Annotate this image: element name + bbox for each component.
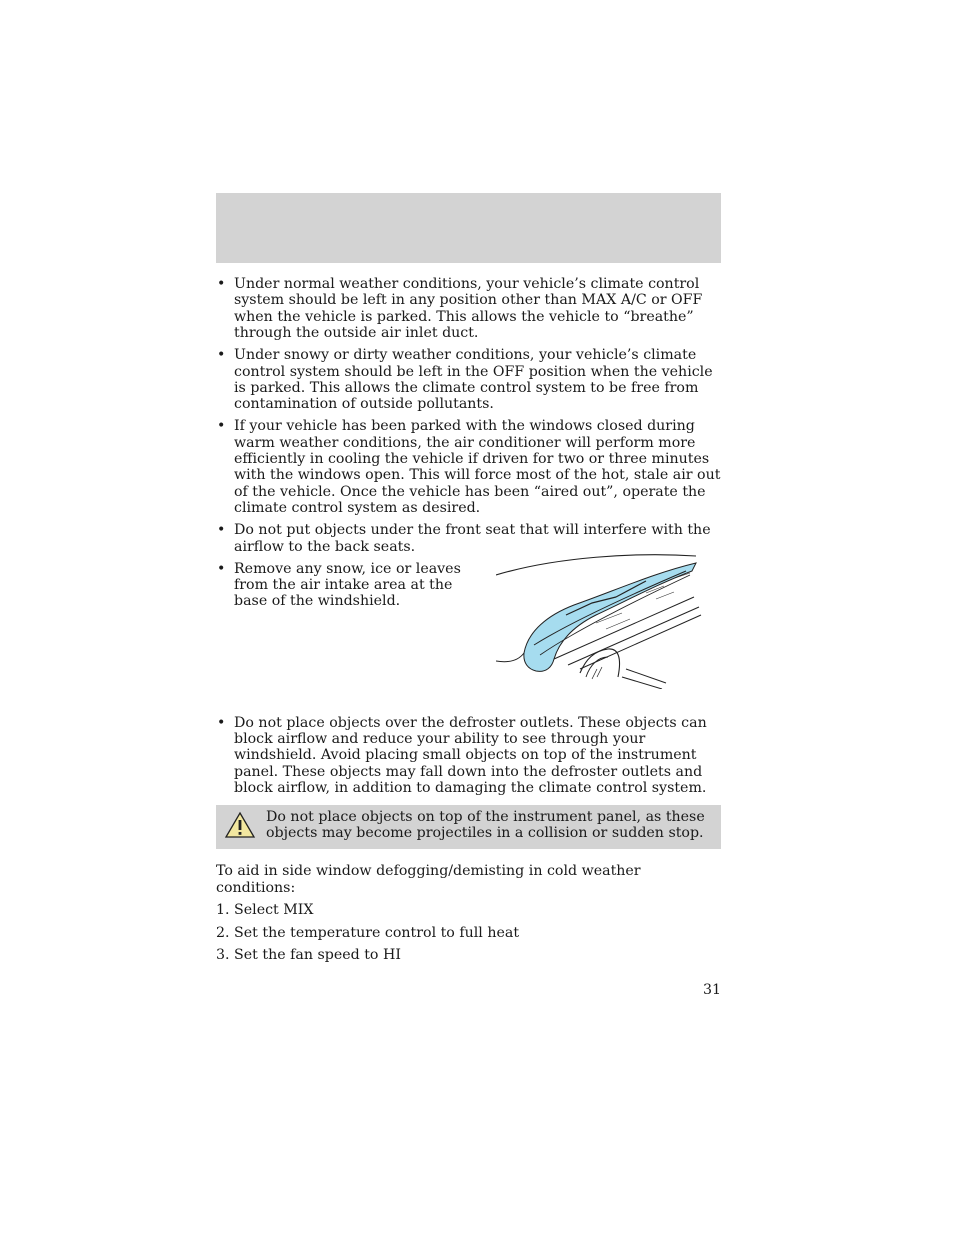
bullet-text: If your vehicle has been parked with the windows closed during warm weather conditions, the air conditioner will perform more efficiently in cooling the vehicle if driven for two or three minutes with the windows open. This will force most of the hot, stale air out of the vehicle. Once the vehicle has been “aired out”, operate the climate control system as desired. bbox=[234, 418, 721, 517]
a-pillar bbox=[586, 657, 608, 677]
bullet-glyph: • bbox=[217, 276, 226, 292]
bullet-text: Do not put objects under the front seat that will interfere with the airflow to the back seats. bbox=[234, 522, 711, 555]
step-item: 1. Select MIX bbox=[216, 902, 314, 919]
bullet-item bbox=[216, 522, 721, 555]
fender-line bbox=[496, 653, 524, 662]
bullet-glyph: • bbox=[217, 347, 226, 364]
bullet-glyph: • bbox=[217, 418, 226, 435]
page-content bbox=[216, 276, 721, 969]
bullet-item bbox=[216, 561, 469, 610]
warning-triangle-icon bbox=[224, 811, 256, 839]
bullet-item bbox=[216, 276, 721, 342]
warning-text: Do not place objects on top of the instrument panel, as these objects may become projectiles in a collision or sudden stop. bbox=[266, 808, 705, 841]
bullet-text: Under snowy or dirty weather conditions, your vehicle’s climate control system should be left in the OFF position when the vehicle is parked. This allows the climate control system to be free from contamination of outside pollutants. bbox=[234, 347, 713, 413]
dash-edge bbox=[622, 669, 666, 689]
step-item: 2. Set the temperature control to full heat bbox=[216, 924, 520, 941]
bullet-item bbox=[216, 347, 721, 413]
a-pillar bbox=[580, 648, 620, 676]
bullet-item bbox=[216, 418, 721, 516]
intro-paragraph: To aid in side window defogging/demisting in cold weather conditions: bbox=[216, 863, 641, 896]
bullet-item bbox=[216, 715, 721, 797]
windshield-base-edge bbox=[580, 615, 701, 669]
header-band bbox=[216, 193, 721, 263]
windshield-air-intake-illustration bbox=[496, 553, 706, 689]
step-item: 3. Set the fan speed to HI bbox=[216, 946, 401, 963]
bullet-text: Do not place objects over the defroster outlets. These objects can block airflow and reduce your ability to see through your windshield. Avoid placing small objects on top of the instrument panel. These objects may fall down into the defroster outlets and block airflow, in addition to damaging the climate control system. bbox=[234, 714, 707, 797]
warning-box bbox=[216, 805, 721, 850]
bullet-glyph: • bbox=[217, 714, 226, 731]
figure-row bbox=[216, 561, 721, 715]
glass-glint bbox=[592, 667, 602, 679]
bullet-text: Remove any snow, ice or leaves from the air intake area at the base of the windshield. bbox=[234, 560, 461, 610]
bullet-text: Under normal weather conditions, your vehicle’s climate control system should be left in any position other than MAX A/C or OFF when the vehicle is parked. This allows the vehicle to “breathe” through the outside air inlet duct. bbox=[234, 276, 703, 342]
page-number: 31 bbox=[702, 982, 721, 998]
bullet-glyph: • bbox=[217, 560, 226, 577]
bullet-glyph: • bbox=[217, 522, 226, 539]
